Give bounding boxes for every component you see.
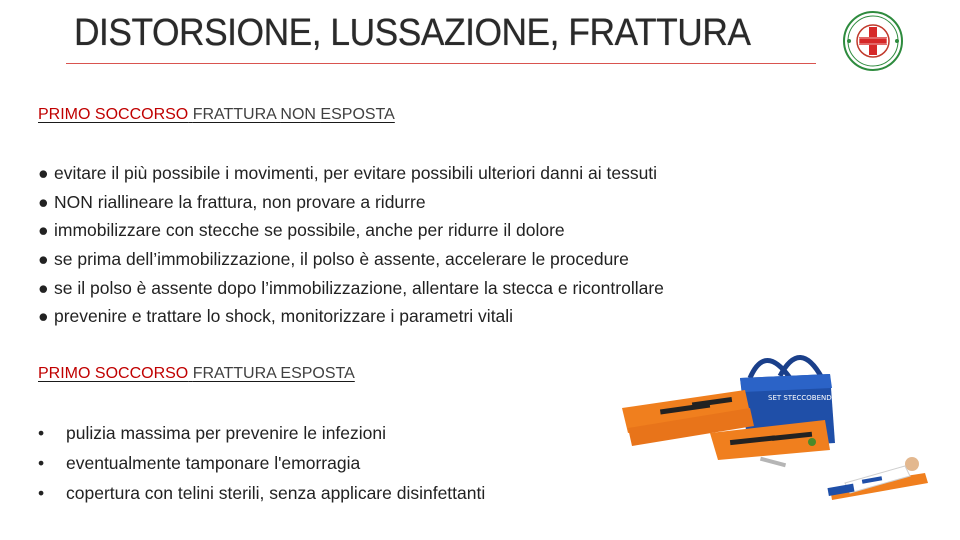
non-esposta-list (38, 159, 664, 331)
list-item-text: eventualmente tamponare l'emorragia (66, 453, 361, 473)
page-title: DISTORSIONE, LUSSAZIONE, FRATTURA (74, 12, 751, 54)
bullet-dot-icon: ● (38, 163, 49, 183)
list-item (38, 188, 664, 217)
list-item-text: se prima dell’immobilizzazione, il polso è assente, accelerare le procedure (54, 249, 629, 270)
list-item-text: immobilizzare con stecche se possibile, anche per ridurre il dolore (54, 220, 565, 241)
list-item (38, 418, 485, 448)
list-item (38, 448, 485, 478)
list-item-text: evitare il più possibile i movimenti, per evitare possibili ulteriori danni ai tessuti (54, 163, 658, 183)
bullet-dot-icon: ● (38, 306, 49, 327)
title-divider (66, 63, 816, 64)
heading-prefix: PRIMO SOCCORSO (38, 365, 189, 382)
bullet-dot-icon: ● (38, 277, 49, 298)
list-item (38, 216, 664, 245)
stretcher-icon (827, 457, 928, 500)
heading-suffix: FRATTURA ESPOSTA (192, 365, 355, 382)
list-item-text: pulizia massima per prevenire le infezioni (66, 423, 387, 443)
bullet-icon: • (38, 483, 45, 503)
bullet-dot-icon: ● (38, 249, 49, 270)
association-logo-icon (829, 10, 909, 72)
list-item-text: prevenire e trattare lo shock, monitorizzare i parametri vitali (54, 306, 514, 327)
list-item-text: se il polso è assente dopo l’immobilizzazione, allentare la stecca e ricontrollare (54, 277, 664, 298)
list-item-text: copertura con telini sterili, senza applicare disinfettanti (66, 483, 486, 503)
bullet-icon: • (38, 453, 45, 473)
section-heading-non-esposta (38, 106, 395, 124)
esposta-list (38, 418, 485, 508)
list-item-text: NON riallineare la frattura, non provare a ridurre (54, 191, 426, 212)
splint-kit-image (600, 338, 930, 528)
list-item (38, 245, 664, 274)
bullet-icon: • (38, 423, 45, 443)
bullet-dot-icon: ● (38, 220, 49, 241)
list-item (38, 159, 664, 188)
heading-word-esposta: ESPOSTA (320, 106, 395, 123)
tool-icon (760, 457, 786, 468)
section-heading-esposta (38, 365, 355, 383)
list-item (38, 302, 664, 331)
bullet-dot-icon: ● (38, 191, 49, 212)
heading-word-non: NON (280, 106, 316, 123)
heading-prefix: PRIMO SOCCORSO (38, 106, 189, 123)
list-item (38, 274, 664, 303)
bag-label: SET STECCOBENDE (768, 394, 837, 402)
list-item (38, 478, 485, 508)
heading-word-frattura: FRATTURA (192, 106, 276, 123)
